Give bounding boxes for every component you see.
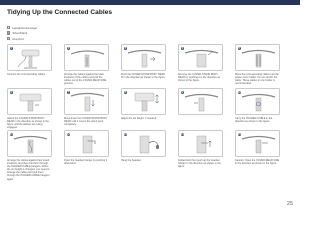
- step-number: 4: [181, 46, 183, 50]
- step-figure: [178, 88, 223, 115]
- step-figure: [121, 130, 166, 157]
- headset-hanger-icon: [65, 131, 109, 157]
- cover-remove-icon: [179, 45, 223, 71]
- legend-label: Grey/red: [12, 36, 24, 41]
- step-figure: [178, 44, 223, 71]
- step-caption: Caution: Open the COVER-REAR SIDE in the direction as shown in the figure.: [235, 159, 280, 166]
- step-caption: Folded lock then push up the headset hanger in the direction as shown in the figure.: [178, 159, 221, 169]
- step-caption: Push the COVER-STAND BODY REAR R in the direction as shown in the figure.: [121, 73, 166, 80]
- page-number: 25: [286, 201, 293, 207]
- step-number: 3: [124, 46, 126, 50]
- legend-item: [7, 25, 37, 30]
- step-caption: Attach the COVER-STAND BODY REAR in the direction as shown in the figure until the latches are being engaged.: [7, 117, 49, 130]
- legend: [7, 25, 37, 42]
- step-figure: [64, 130, 109, 157]
- step-caption: Arrange the cables against their stand locations, and then pull them through the HOLDER-CABLE hangers. When the set height is changed, you need to arrange the cables and pull them through the HOLDER-CABLE hangers again.: [7, 159, 50, 181]
- cover-attach-icon: [8, 89, 52, 115]
- step-number: 14: [180, 132, 184, 136]
- legend-label: Headphone/Ledger: [12, 25, 38, 30]
- step-caption: Connect the corresponding cables.: [7, 73, 46, 76]
- step-number: 2: [67, 46, 69, 50]
- header-bar: [0, 0, 300, 5]
- step-figure: [7, 88, 52, 115]
- step-number: 11: [10, 132, 13, 136]
- step-figure: [235, 44, 280, 71]
- step-caption: Move down the COVER-STAND BODY REAR until it covers the stand neck completely.: [64, 117, 108, 127]
- step-figure: [64, 88, 109, 115]
- cover-move-icon: [65, 89, 109, 115]
- step-caption: Carry the HOLDER-CABLE in the direction as shown in the figure.: [235, 117, 273, 124]
- step-caption: Open the headset hanger by pushing it downward.: [64, 159, 108, 166]
- height-adjust-icon: [122, 89, 166, 115]
- step-number: 15: [237, 132, 241, 136]
- headset-icon: [122, 131, 166, 157]
- cable-holder-icon: [8, 131, 52, 157]
- legend-label: Silver/black: [12, 31, 28, 36]
- step-figure: [178, 130, 223, 157]
- cover-slide-icon: [179, 89, 223, 115]
- step-number: 6: [10, 90, 12, 94]
- legend-swatch: [7, 31, 10, 34]
- step-number: 9: [181, 90, 183, 94]
- step-figure: [64, 44, 109, 71]
- step-number: 7: [67, 90, 69, 94]
- step-number: 1: [10, 46, 12, 50]
- step-number: 5: [238, 46, 240, 50]
- legend-item: [7, 31, 37, 36]
- step-number: 12: [66, 132, 70, 136]
- cable-caution-icon: [236, 131, 280, 157]
- cover-align-icon: [236, 89, 280, 115]
- step-number: 8: [124, 90, 126, 94]
- step-figure: [121, 44, 166, 71]
- cable-arrange-icon: [65, 45, 109, 71]
- step-number: 10: [237, 90, 241, 94]
- step-caption: Place the corresponding cables into the power cover holder. Do not stretch the cable. These cables in one holder is recommended.: [235, 73, 279, 86]
- cable-connect-icon: [8, 45, 52, 71]
- legend-swatch: [7, 37, 10, 40]
- legend-swatch: [7, 26, 10, 29]
- step-caption: Adjust the set height, if required.: [121, 117, 157, 120]
- step-figure: [7, 130, 52, 157]
- step-figure: [235, 130, 280, 157]
- step-caption: Arrange the cables against the back locations of the cables and pull the cables out of the COVER-REAR SIDE grooves.: [64, 73, 107, 86]
- hanger-close-icon: [179, 131, 223, 157]
- page-title: Tidying Up the Connected Cables: [7, 9, 113, 16]
- step-figure: [7, 44, 52, 71]
- step-number: 13: [123, 132, 127, 136]
- cover-push-icon: [122, 45, 166, 71]
- cable-route-icon: [236, 45, 280, 71]
- step-figure: [121, 88, 166, 115]
- step-caption: Remove the COVER-STAND BODY REAR by pushing it in the direction as shown in the figure.: [178, 73, 220, 83]
- step-caption: Hang the headset.: [121, 159, 142, 162]
- legend-item: [7, 36, 37, 41]
- step-figure: [235, 88, 280, 115]
